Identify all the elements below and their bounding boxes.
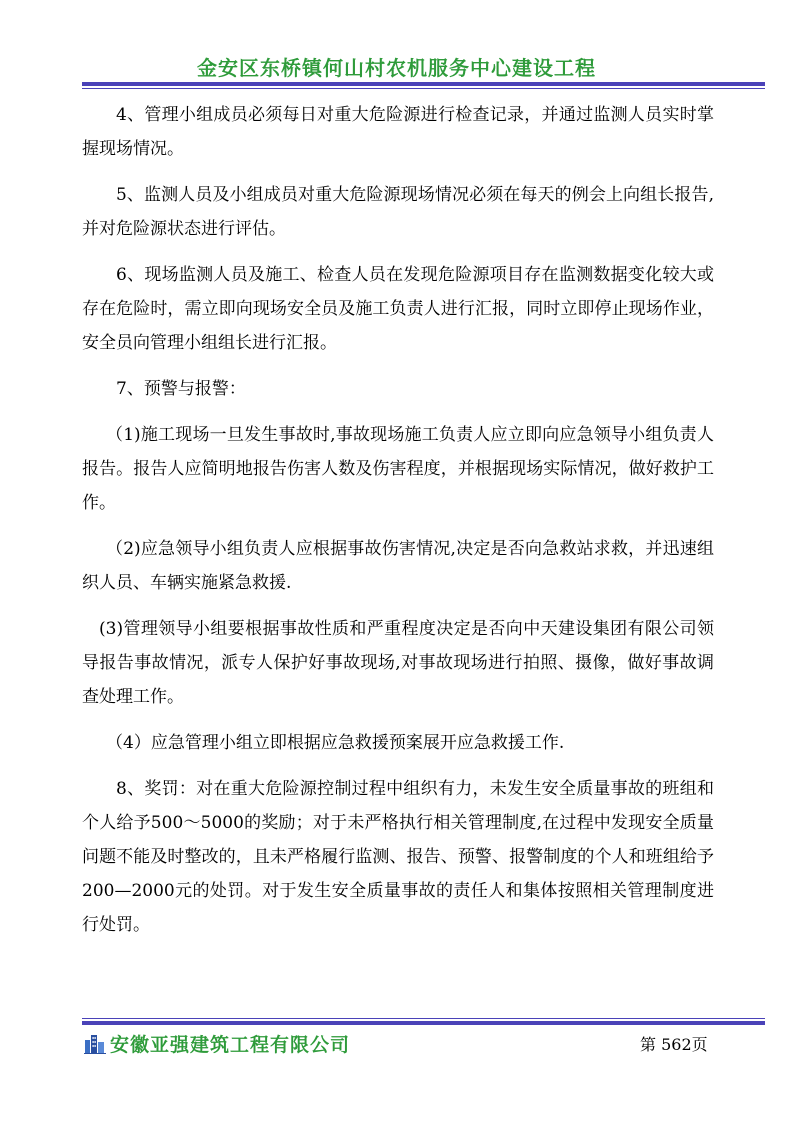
paragraph-sub-3: (3)管理领导小组要根据事故性质和严重程度决定是否向中天建设集团有限公司领导报告事故情况，派专人保护好事故现场,对事故现场进行拍照、摄像，做好事故调查处理工作。 [82,619,714,707]
paragraph-sub-1: （1)施工现场一旦发生事故时,事故现场施工负责人应立即向应急领导小组负责人报告。报告人应简明地报告伤害人数及伤害程度，并根据现场实际情况，做好救护工作。 [82,425,714,513]
paragraph-sub-4: （4）应急管理小组立即根据应急救援预案展开应急救援工作. [106,733,565,753]
paragraph-item-7-heading: 7、预警与报警： [116,379,246,399]
footer-company-name: 安徽亚强建筑工程有限公司 [110,1034,351,1056]
header-rule-thick [82,82,765,86]
header-rule-thin [82,88,765,89]
footer-rule-thin [82,1018,765,1019]
paragraph-sub-2: （2)应急领导小组负责人应根据事故伤害情况,决定是否向急救站求救，并迅速组织人员、车辆实施紧急救援. [82,539,714,593]
page-number: 第 562页 [640,1035,708,1054]
document-body [82,98,714,954]
paragraph-item-4: 4、管理小组成员必须每日对重大危险源进行检查记录，并通过监测人员实时掌握现场情况。 [82,105,714,159]
page-header-title: 金安区东桥镇何山村农机服务中心建设工程 [197,56,596,80]
building-logo-icon [84,1032,106,1054]
footer-rule-thick [82,1021,765,1025]
paragraph-item-6: 6、现场监测人员及施工、检查人员在发现危险源项目存在监测数据变化较大或存在危险时，需立即向现场安全员及施工负责人进行汇报，同时立即停止现场作业，安全员向管理小组组长进行汇报。 [82,265,714,353]
paragraph-item-8: 8、奖罚：对在重大危险源控制过程中组织有力，未发生安全质量事故的班组和个人给予500～5000的奖励；对于未严格执行相关管理制度,在过程中发现安全质量问题不能及时整改的，且未严格履行监测、报告、预警、报警制度的个人和班组给予200—2000元的处罚。对于发生安全质量事故的责任人和集体按照相关管理制度进行处罚。 [82,779,714,935]
paragraph-item-5: 5、监测人员及小组成员对重大危险源现场情况必须在每天的例会上向组长报告,并对危险源状态进行评估。 [82,185,714,239]
